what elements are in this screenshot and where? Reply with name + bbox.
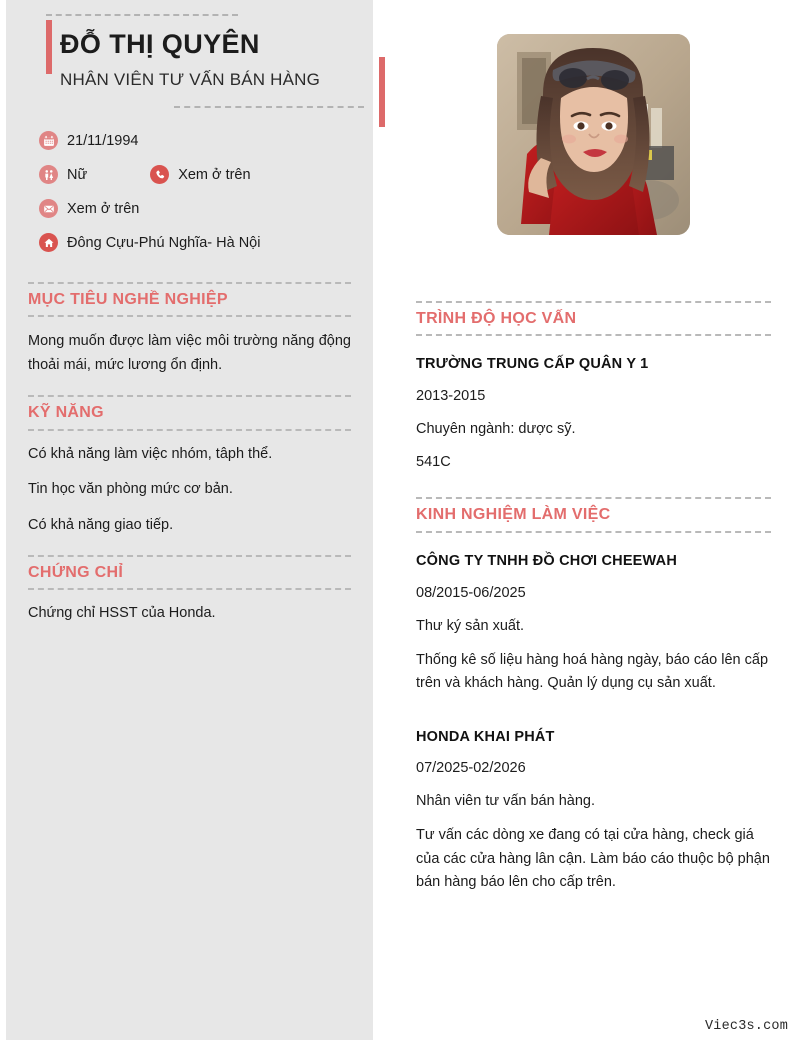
sidebar [6,0,373,1040]
envelope-icon [39,199,58,218]
list-item: Chứng chỉ HSST của Honda. [28,605,216,622]
contact-row-gender-phone [39,158,351,192]
experience-role: Thư ký sản xuất. [416,617,525,634]
section-objective-header [28,282,351,317]
profile-photo-wrap [416,34,771,235]
home-icon [39,233,58,252]
list-item: Có khả năng giao tiếp. [28,517,174,534]
accent-bar-left [46,20,52,74]
section-objective-heading: MỤC TIÊU NGHỀ NGHIỆP [28,290,228,308]
gender-value: Nữ [67,166,88,183]
experience-role: Nhân viên tư vấn bán hàng. [416,793,595,810]
section-skills-header [28,395,351,430]
section-education-header [416,301,771,336]
section-experience-header [416,497,771,532]
section-certificates-heading: CHỨNG CHỈ [28,563,124,581]
phone-icon [150,165,169,184]
contact-item-birthday [39,131,139,150]
footer-brand: Viec3s.com [704,1019,788,1034]
contact-list [39,124,351,260]
birthday-value: 21/11/1994 [67,132,139,149]
name-header-block [28,0,351,108]
section-objective [28,282,351,377]
education-entry [416,355,771,473]
experience-entry [416,552,771,696]
objective-text: Mong muốn được làm việc môi trường năng động thoải mái, mức lương ổn định. [28,333,351,373]
contact-item-email [39,199,139,218]
list-item: Có khả năng làm việc nhóm, tâph thể. [28,445,273,462]
contact-row-birthday [39,124,351,158]
avatar [497,34,690,235]
contact-item-address [39,233,260,252]
address-value: Đông Cựu-Phú Nghĩa- Hà Nội [67,234,261,251]
section-skills-body [28,431,351,537]
accent-bar-right [379,57,385,127]
gender-icon [39,165,58,184]
section-skills [28,395,351,537]
education-major: Chuyên ngành: dược sỹ. [416,421,576,438]
phone-value: Xem ở trên [178,166,251,183]
contact-row-address [39,226,351,260]
education-code: 541C [416,454,451,471]
page-title: ĐỖ THỊ QUYÊN [60,29,260,59]
education-school: TRƯỜNG TRUNG CẤP QUÂN Y 1 [416,356,649,373]
job-title-divider [174,106,364,108]
contact-item-gender [39,165,87,184]
section-objective-body [28,317,351,377]
experience-period: 08/2015-06/2025 [416,584,526,601]
experience-entry [416,728,771,895]
section-certificates-header [28,555,351,590]
education-period: 2013-2015 [416,388,486,405]
section-experience [416,497,771,895]
experience-description: Tư vấn các dòng xe đang có tại cửa hàng, check giá của các cửa hàng lân cận. Làm báo cáo thuộc bộ phận bán hàng báo lên cho cấp trên. [416,827,770,891]
experience-period: 07/2025-02/2026 [416,760,526,777]
main-column [416,0,771,895]
calendar-icon [39,131,58,150]
experience-company: CÔNG TY TNHH ĐỒ CHƠI CHEEWAH [416,552,677,569]
contact-item-phone [150,165,250,184]
section-education-heading: TRÌNH ĐỘ HỌC VẤN [416,310,577,327]
section-skills-heading: KỸ NĂNG [28,404,104,422]
list-item: Tin học văn phòng mức cơ bản. [28,481,233,498]
section-education [416,301,771,473]
section-certificates [28,555,351,625]
section-certificates-body [28,590,351,625]
job-title: NHÂN VIÊN TƯ VẤN BÁN HÀNG [60,70,321,90]
experience-description: Thống kê số liệu hàng hoá hàng ngày, báo cáo lên cấp trên và khách hàng. Quản lý dụng cụ sản xuất. [416,651,769,692]
experience-company: HONDA KHAI PHÁT [416,728,555,745]
section-experience-heading: KINH NGHIỆM LÀM VIỆC [416,506,611,524]
name-divider-top [46,14,238,16]
email-value: Xem ở trên [67,200,140,217]
contact-row-email [39,192,351,226]
